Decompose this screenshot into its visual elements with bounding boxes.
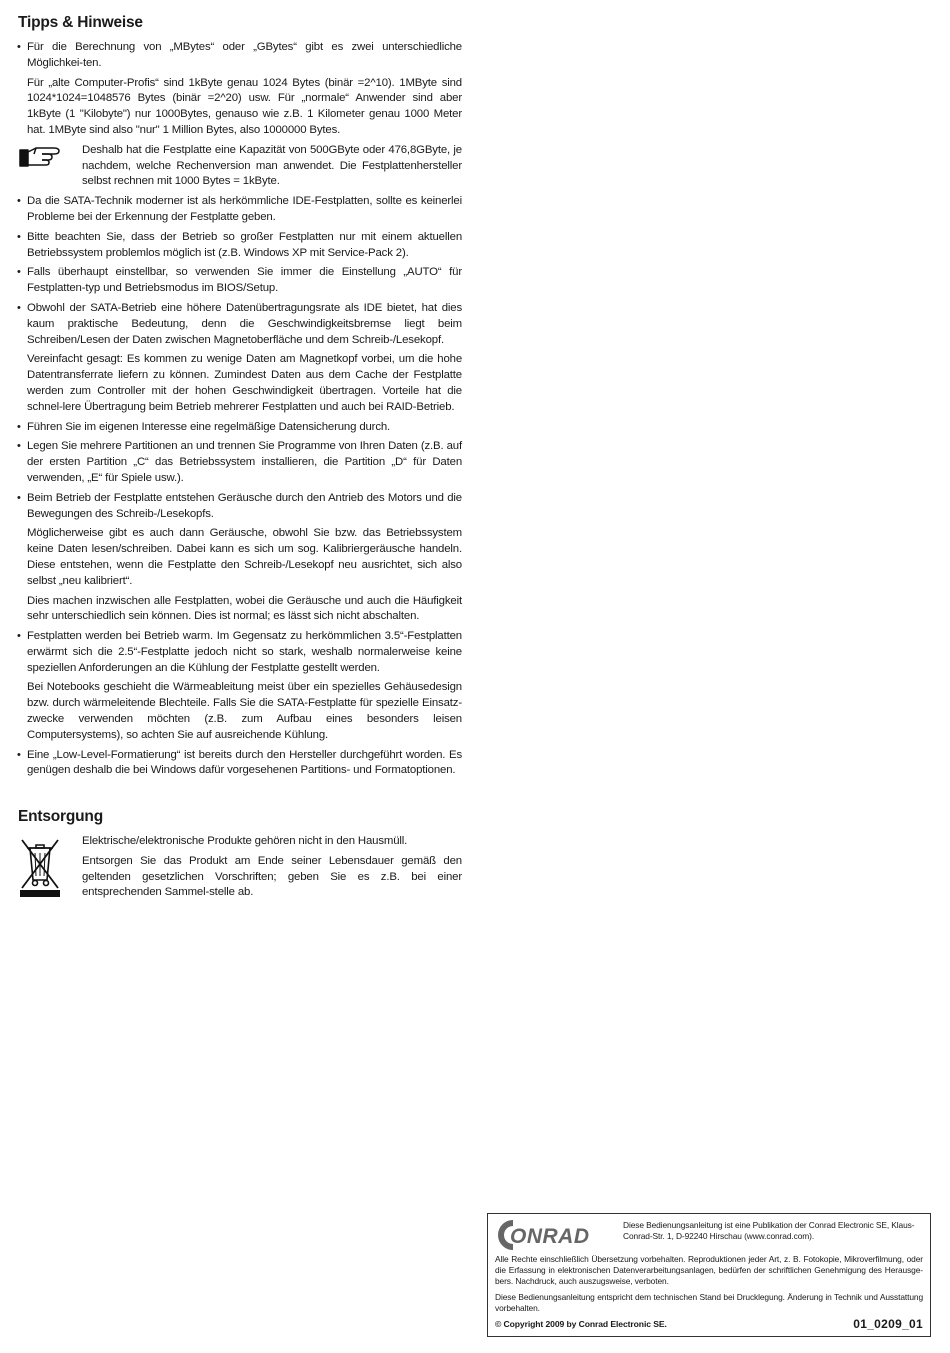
crossed-out-bin-icon: [18, 834, 82, 905]
tip-bullet-9-detail: Bei Notebooks geschieht die Wärmeableitung meist über ein spezielles Gehäusedesign bzw. durch wärmeleitende Blechteile. Falls Sie die SATA-Festplatte für spezielle Einsatz-zwecke verwenden möchten (z.B. zum Aufbau eines besonders leisen Computersystems), so achten Sie auf ausreichende Kühlung.: [27, 681, 462, 741]
note-block: [18, 143, 462, 190]
tip-bullet-4: • Falls überhaupt einstellbar, so verwenden Sie immer die Einstellung „AUTO“ für Festplatten-typ und Betriebsmodus im BIOS/Setup.: [18, 265, 462, 297]
copyright-text: © Copyright 2009 by Conrad Electronic SE.: [495, 1319, 667, 1329]
svg-text:ONRAD: ONRAD: [510, 1225, 590, 1248]
disposal-text-1: Elektrische/elektronische Produkte gehören nicht in den Hausmüll.: [82, 835, 408, 847]
tip-bullet-9: • Festplatten werden bei Betrieb warm. Im Gegensatz zu herkömmlichen 3.5“-Festplatten erwärmt sich die 2.5“-Festplatte jedoch nicht so stark, weshalb normalerweise keine speziellen Anforderungen an die Kühlung der Festplatte gestellt werden.: [18, 629, 462, 676]
disposal-section: [18, 808, 462, 905]
pointing-hand-icon: [18, 143, 82, 190]
tip-bullet-1: • Für die Berechnung von „MBytes“ oder „GBytes“ gibt es zwei unterschiedliche Möglichkei-ten.: [18, 40, 462, 72]
tip-bullet-2: • Da die SATA-Technik moderner ist als herkömmliche IDE-Festplatten, sollte es keinerlei Probleme bei der Erkennung der Festplatte geben.: [18, 194, 462, 226]
disposal-text-2: Entsorgen Sie das Produkt am Ende seiner Lebensdauer gemäß den geltenden gesetzlichen Vorschriften; geben Sie es z.B. bei einer entsprechenden Sammel-stelle ab.: [82, 854, 462, 899]
tip-bullet-10: • Eine „Low-Level-Formatierung“ ist bereits durch den Hersteller durchgeführt worden. Es genügen deshalb die bei Windows dafür vorgesehenen Partitions- und Formatoptionen.: [18, 748, 462, 780]
tip-bullet-8-detail-2: Dies machen inzwischen alle Festplatten, wobei die Geräusche und auch die Häufigkeit sehr unterschiedlich sein können. Dies ist normal; es lässt sich nicht abschalten.: [27, 594, 462, 623]
imprint-box: [487, 1213, 931, 1337]
tip-bullet-6: • Führen Sie im eigenen Interesse eine regelmäßige Datensicherung durch.: [18, 420, 462, 436]
tip-bullet-3: • Bitte beachten Sie, dass der Betrieb so großer Festplatten nur mit einem aktuellen Betriebssystem problemlos möglich ist (z.B. Windows XP mit Service-Pack 2).: [18, 230, 462, 262]
tip-bullet-5: • Obwohl der SATA-Betrieb eine höhere Datenübertragungsrate als IDE bietet, hat dies kaum praktische Bedeutung, denn die Geschwindigkeitsbremse liegt beim Schreiben/Lesen der Daten zwischen Magnetoberfläche und dem Schreib-/Lesekopf.: [18, 301, 462, 348]
technical-state-text: Diese Bedienungsanleitung entspricht dem technischen Stand bei Drucklegung. Änderung in Technik und Ausstattung vorbehalten.: [495, 1292, 923, 1313]
publisher-text: Diese Bedienungsanleitung ist eine Publikation der Conrad Electronic SE, Klaus-Conrad-Str. 1, D-92240 Hirschau (www.conrad.com).: [623, 1220, 915, 1241]
note-text: Deshalb hat die Festplatte eine Kapazität von 500GByte oder 476,8GByte, je nachdem, welche Rechenversion man anwendet. Die Festplattenhersteller selbst rechnen mit 1000 Bytes = 1kByte.: [82, 143, 462, 188]
tip-bullet-8: • Beim Betrieb der Festplatte entstehen Geräusche durch den Antrieb des Motors und die Bewegungen des Schreib-/Lesekopfs.: [18, 491, 462, 523]
tips-heading: Tipps & Hinweise: [18, 14, 143, 31]
tip-bullet-5-detail: Vereinfacht gesagt: Es kommen zu wenige Daten am Magnetkopf vorbei, um die hohe Datentransferrate liefern zu können. Zumindest Daten aus dem Cache der Festplatte werden zum Controller mit der hohen Geschwindigkeit übertragen. Vorteile hat die schnel-lere Übertragung beim Betrieb mehrerer Festplatten und auch bei RAID-Betrieb.: [27, 353, 462, 413]
document-number: 01_0209_01: [853, 1317, 923, 1331]
rights-text: Alle Rechte einschließlich Übersetzung vorbehalten. Reproduktionen jeder Art, z. B. Fotokopie, Mikroverfilmung, oder die Erfassung in elektronischen Datenverarbeitungsanlagen, bedürfen der schriftlichen Genehmigung des Herausge-bers. Nachdruck, auch auszugsweise, verboten.: [495, 1254, 923, 1286]
conrad-logo: [495, 1220, 617, 1250]
disposal-heading: Entsorgung: [18, 808, 103, 825]
tips-section: [18, 14, 462, 783]
tip-bullet-8-detail-1: Möglicherweise gibt es auch dann Geräusche, obwohl Sie bzw. das Betriebssystem keine Daten lesen/schreiben. Dabei kann es sich um sog. Kalibriergeräusche handeln. Diese entstehen, wenn die Festplatte den Schreib-/Lesekopf neu ausrichtet, sich also selbst „neu kalibriert“.: [27, 527, 462, 587]
tip-bullet-7: • Legen Sie mehrere Partitionen an und trennen Sie Programme von Ihren Daten (z.B. auf der ersten Partition „C“ das Betriebssystem installieren, die Partition „D“ für Daten verwenden, „E“ für Spiele usw.).: [18, 439, 462, 486]
tip-bullet-1-detail: Für „alte Computer-Profis“ sind 1kByte genau 1024 Bytes (binär =2^10). 1MByte sind 1024*1024=1048576 Bytes (binär =2^20) usw. Für „normale“ Anwender sind aber 1kByte (1 "Kilobyte") nur 1000Bytes, genauso wie z.B. 1 Kilometer genau 1000 Meter hat. 1MByte sind also "nur" 1 Million Bytes, also 1000000 Bytes.: [27, 76, 462, 136]
